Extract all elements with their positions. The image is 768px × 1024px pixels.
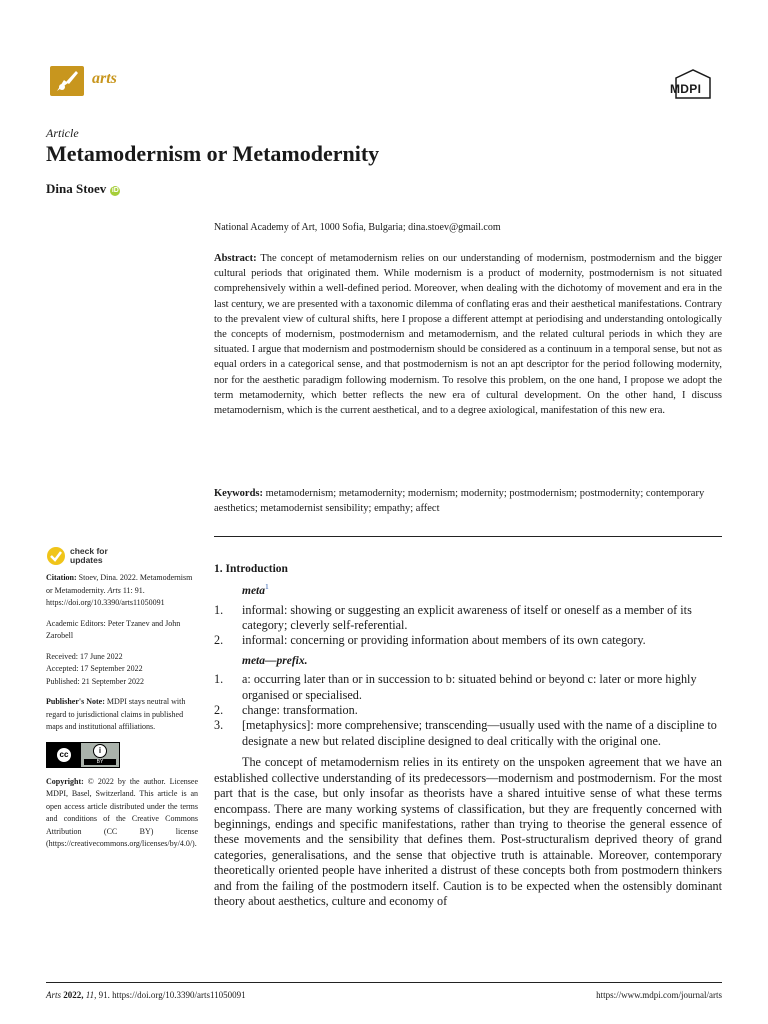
main-content <box>214 562 722 909</box>
abstract <box>214 251 722 418</box>
footer-year: 2022, <box>63 990 84 1000</box>
body-paragraph: The concept of metamodernism relies in its entirety on the unspoken agreement that we have an established collective understanding of its predecessors—modernism and postmodernism. For the most part that is the case, but only insofar as theorists have a shared intuitive sense of what these terms encompass. There are many working systems of classification, but they are frequently concerned with beginnings, endings and specific manifestations, rather than trying to theorise the general essence of these movements and the sensibility that defines them. Post-structuralism deprived theory of grand categories, generalisations, and the sense that objective truth is attainable. Moreover, contemporary theoretically oriented people have inherited a distrust of these concepts both from postmodern thinkers and from the failing of the postmodern itself. Caution is to be expected when the ostensibly dominant theory about aesthetics, culture and economy of <box>214 755 722 908</box>
academic-editors: Academic Editors: Peter Tzanev and John Zarobell <box>46 618 181 640</box>
definition-list-prefix <box>214 672 722 749</box>
list-item <box>214 672 722 703</box>
abstract-label: Abstract: <box>214 253 257 264</box>
copyright-label: Copyright: <box>46 776 84 786</box>
citation-doi[interactable]: 11: 91. https://doi.org/10.3390/arts11050091 <box>46 585 165 607</box>
abstract-text: The concept of metamodernism relies on our understanding of modernism, postmodernism and the bigger cultural periods that originated them. While modernism is a product of modernity, postmodernism is not situated comprehensively within a well-defined period. Moreover, when dealing with the dichotomy of movement and era in the last century, we are presented with a taxonomic dilemma of conflating eras and their aesthetical manifestations. Contrary to the prevalent view of cultural shifts, here I propose a different attempt at periodising and understanding ontologically the concepts of modernism, postmodernism and metamodernism, and the related cultural periods in which they are situated. I argue that modernism and postmodernism should be considered as a continuum in a temporal sense, but not as equal orders in a categorical sense, and that postmodernism is not an apt descriptor for the period following modernity, nor for the aesthetic paradigm following modernism. To resolve this problem, on the one hand, I propose we adopt the term metamodernity, which better reflects the new era of cultural development. On the other hand, I discuss metamodernism, which is the current aesthetical, and to a degree axiological, manifestation of this new era. <box>214 253 722 417</box>
list-number: 2. <box>214 633 224 648</box>
keywords-label: Keywords: <box>214 488 263 499</box>
publisher-note-label: Publisher's Note: <box>46 697 105 706</box>
footer-doi[interactable]: 91. https://doi.org/10.3390/arts11050091 <box>98 990 246 1000</box>
list-text: informal: showing or suggesting an explicit awareness of itself or oneself as a member of its category; cleverly self-referential. <box>242 602 692 633</box>
copyright-text: © 2022 by the author. Licensee MDPI, Basel, Switzerland. This article is an open access article distributed under the terms and conditions of the Creative Commons Attribution (CC BY) license (https://creativecommons.org/licenses/by/4.0/). <box>46 776 199 848</box>
cc-icon: cc <box>55 746 73 764</box>
published-date: Published: 21 September 2022 <box>46 676 144 686</box>
dates <box>46 651 198 689</box>
definition-list <box>214 603 722 649</box>
sidebar <box>46 546 198 859</box>
footnote-link[interactable]: 1 <box>265 582 269 592</box>
check-for-updates-button[interactable] <box>46 546 198 566</box>
author-name-text[interactable]: Dina Stoev <box>46 181 107 196</box>
footer-citation <box>46 990 246 1000</box>
by-label: BY <box>84 759 116 765</box>
accepted-date: Accepted: 17 September 2022 <box>46 664 143 673</box>
check-updates-icon <box>46 546 66 566</box>
check-updates-line2: updates <box>70 555 103 565</box>
citation-text: Stoev, Dina. 2022. Metamodernism or Metamodernity. <box>46 573 193 595</box>
author-name <box>46 181 120 197</box>
list-item <box>214 633 722 648</box>
list-text: informal: concerning or providing information about members of its own category. <box>242 633 646 648</box>
publisher-name[interactable]: MDPI <box>670 82 702 96</box>
check-updates-line1: check for <box>70 546 108 556</box>
journal-name[interactable]: arts <box>92 70 117 87</box>
footer-divider <box>46 982 722 983</box>
citation-journal: Arts <box>107 585 121 595</box>
list-item <box>214 703 722 718</box>
definition-term: meta <box>242 585 265 598</box>
divider <box>214 536 722 537</box>
received-date: Received: 17 June 2022 <box>46 651 123 661</box>
footer-journal: Arts <box>46 990 62 1000</box>
definition-heading <box>242 579 722 599</box>
list-item <box>214 718 722 749</box>
list-text: a: occurring later than or in succession to b: situated behind or beyond c: later or more highly organised or specialised. <box>242 672 697 702</box>
article-title: Metamodernism or Metamodernity <box>46 141 380 166</box>
list-number: 1. <box>214 672 224 687</box>
definition-heading-prefix: meta—prefix. <box>242 654 308 667</box>
footer-journal-url[interactable]: https://www.mdpi.com/journal/arts <box>596 990 722 1000</box>
keywords <box>214 486 722 516</box>
keywords-text: metamodernism; metamodernity; modernism; modernity; postmodernism; postmodernity; contemporary aesthetics; metamodernist sensibility; empathy; affect <box>214 488 705 515</box>
copyright <box>46 776 198 851</box>
footer-volume: 11, <box>85 990 97 1000</box>
affiliation: National Academy of Art, 1000 Sofia, Bulgaria; dina.stoev@gmail.com <box>214 222 501 233</box>
list-number: 1. <box>214 602 224 617</box>
publisher-note-text: MDPI stays neutral with regard to jurisdictional claims in published maps and institutional affiliations. <box>46 697 186 731</box>
list-text: [metaphysics]: more comprehensive; transcending—usually used with the name of a discipline to designate a new but related discipline designed to deal critically with the original one. <box>242 718 717 748</box>
citation-label: Citation: <box>46 573 77 582</box>
publisher-note <box>46 696 198 734</box>
journal-logo-icon <box>50 66 84 96</box>
attribution-icon: i <box>93 744 107 758</box>
list-number: 3. <box>214 718 224 733</box>
citation <box>46 572 198 610</box>
list-item <box>214 603 722 634</box>
orcid-icon[interactable]: iD <box>111 187 119 194</box>
article-type: Article <box>46 126 79 140</box>
list-text: change: transformation. <box>242 703 358 718</box>
list-number: 2. <box>214 703 224 718</box>
cc-by-license-badge[interactable] <box>46 742 120 768</box>
section-heading: 1. Introduction <box>214 563 288 575</box>
